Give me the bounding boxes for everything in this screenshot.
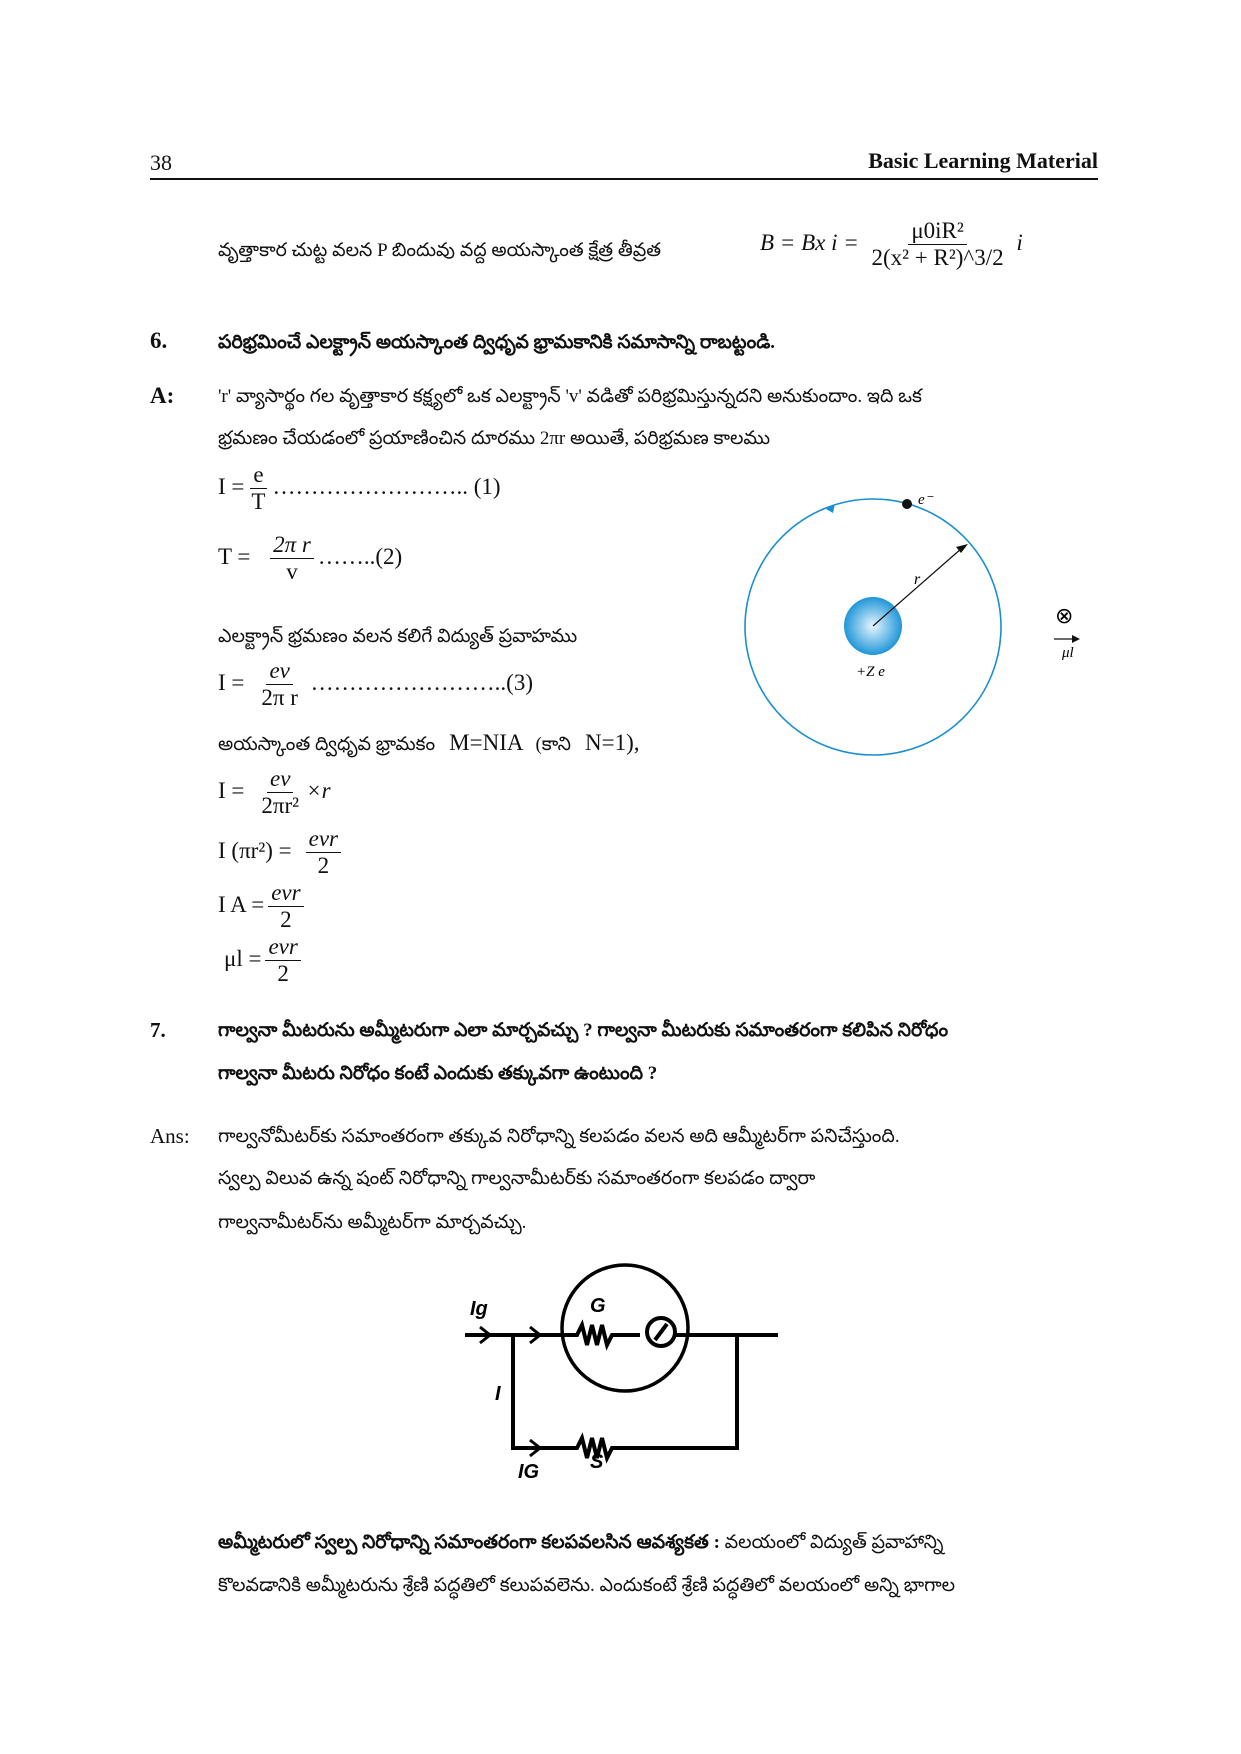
electron-label: e⁻ bbox=[918, 492, 933, 508]
q6-number: 6. bbox=[150, 328, 168, 353]
galvanometer-resistor bbox=[560, 1325, 640, 1345]
equation-1: I = $\frac{e}{T}$ …………………….. (1) bbox=[218, 462, 501, 515]
moment-line: అయస్కాంత ద్విధృవ భ్రామకం M=NIA (కాని N=1), bbox=[218, 730, 640, 755]
q7-answer-line2: స్వల్ప విలువ ఉన్న షంట్ నిరోధాన్ని గాల్వనామీటర్‌కు సమాంతరంగా కలపడం ద్వారా bbox=[218, 1168, 816, 1189]
moment-label: μl bbox=[1062, 645, 1074, 661]
equation-5: I (πr²) = $\frac{\text{evr}}{2}$ bbox=[218, 826, 345, 880]
formula-den: 2(x² + R²)^3/2 bbox=[871, 245, 1004, 271]
label-i: I bbox=[495, 1383, 501, 1405]
equation-7: μl = $\frac{\text{evr}}{2}$ bbox=[224, 934, 305, 988]
ammeter-circuit-diagram bbox=[450, 1260, 800, 1500]
formula-tail: i bbox=[1016, 230, 1023, 256]
radius-label: r bbox=[914, 571, 921, 588]
q7-answer-line3: గాల్వనామీటర్‌ను అమ్మీటర్‌గా మార్చవచ్చు. bbox=[218, 1212, 527, 1233]
intro-formula bbox=[760, 218, 1023, 272]
closing-line1: అమ్మీటరులో స్వల్ప నిరోధాన్ని సమాంతరంగా కలపవలసిన ఆవశ్యకత : వలయంలో విద్యుత్ ప్రవాహాన్ని bbox=[218, 1532, 944, 1553]
label-is: IG bbox=[518, 1461, 540, 1483]
q6-answer-line2: భ్రమణం చేయడంలో ప్రయాణించిన దూరము 2πr అయితే, పరిభ్రమణ కాలము bbox=[218, 428, 771, 449]
q7-line1: గాల్వనా మీటరును అమ్మీటరుగా ఎలా మార్చవచ్చు ? గాల్వనా మీటరుకు సమాంతరంగా కలిపిన నిరోధం bbox=[218, 1020, 949, 1041]
closing-line2: కొలవడానికి అమ్మీటరును శ్రేణి పద్ధతిలో కలుపవలెను. ఎందుకంటే శ్రేణి పద్ధతిలో వలయంలో అన్ని భాగాల bbox=[218, 1575, 956, 1596]
formula-num: μ0iR² bbox=[908, 218, 966, 245]
equation-6: I A = $\frac{\text{evr}}{2}$ bbox=[218, 880, 308, 934]
q6-answer-line1: 'r' వ్యాసార్థం గల వృత్తాకార కక్ష్యలో ఒక ఎలక్ట్రాన్ 'v' వడితో పరిభ్రమిస్తున్నదని అనుకుందాం. ఇది ఒక bbox=[218, 386, 922, 407]
header-title: Basic Learning Material bbox=[868, 148, 1098, 173]
header-rule bbox=[150, 178, 1098, 180]
q6-question: పరిభ్రమించే ఎలక్ట్రాన్ అయస్కాంత ద్విధృవ భ్రామకానికి సమాసాన్ని రాబట్టండి. bbox=[218, 332, 776, 353]
formula-lhs: B = Bx i = bbox=[760, 230, 859, 256]
equation-4: I = $\frac{ev}{\text{2πr²}}$ ×r bbox=[218, 766, 331, 819]
nucleus-label: +Z e bbox=[856, 664, 885, 680]
q7-number: 7. bbox=[150, 1018, 166, 1042]
label-ig: Ig bbox=[470, 1298, 488, 1320]
equation-2: T = $\frac{\text{2π r}}{v}$ ……..(2) bbox=[218, 532, 403, 585]
label-g: G bbox=[590, 1295, 606, 1317]
intro-text: వృత్తాకార చుట్ట వలన P బిందువు వద్ద అయస్కాంత క్షేత్ర తీవ్రత bbox=[218, 240, 661, 261]
q7-line2: గాల్వనా మీటరు నిరోధం కంటే ఎందుకు తక్కువగా ఉంటుంది ? bbox=[218, 1063, 658, 1084]
equation-3: I = $\frac{ev}{\text{2π r}}$ ……………………..(3) bbox=[218, 658, 533, 711]
q7-answer-label: Ans: bbox=[150, 1124, 190, 1148]
into-page-icon: ⊗ bbox=[1055, 604, 1074, 629]
orbit-diagram bbox=[740, 480, 1120, 780]
electron bbox=[902, 499, 912, 509]
label-s: S bbox=[590, 1451, 604, 1473]
shunt-branch bbox=[513, 1335, 737, 1458]
q6-answer-label: A: bbox=[150, 383, 175, 408]
orbit-direction-arrow bbox=[826, 504, 835, 513]
current-text: ఎలక్ట్రాన్ భ్రమణం వలన కలిగే విద్యుత్ ప్రవాహము bbox=[218, 626, 578, 647]
moment-arrow-icon bbox=[1072, 635, 1080, 643]
q7-answer-line1: గాల్వనోమీటర్‌కు సమాంతరంగా తక్కువ నిరోధాన్ని కలపడం వలన అది ఆమ్మీటర్‌గా పనిచేస్తుంది. bbox=[218, 1126, 900, 1147]
page-number: 38 bbox=[150, 150, 172, 175]
